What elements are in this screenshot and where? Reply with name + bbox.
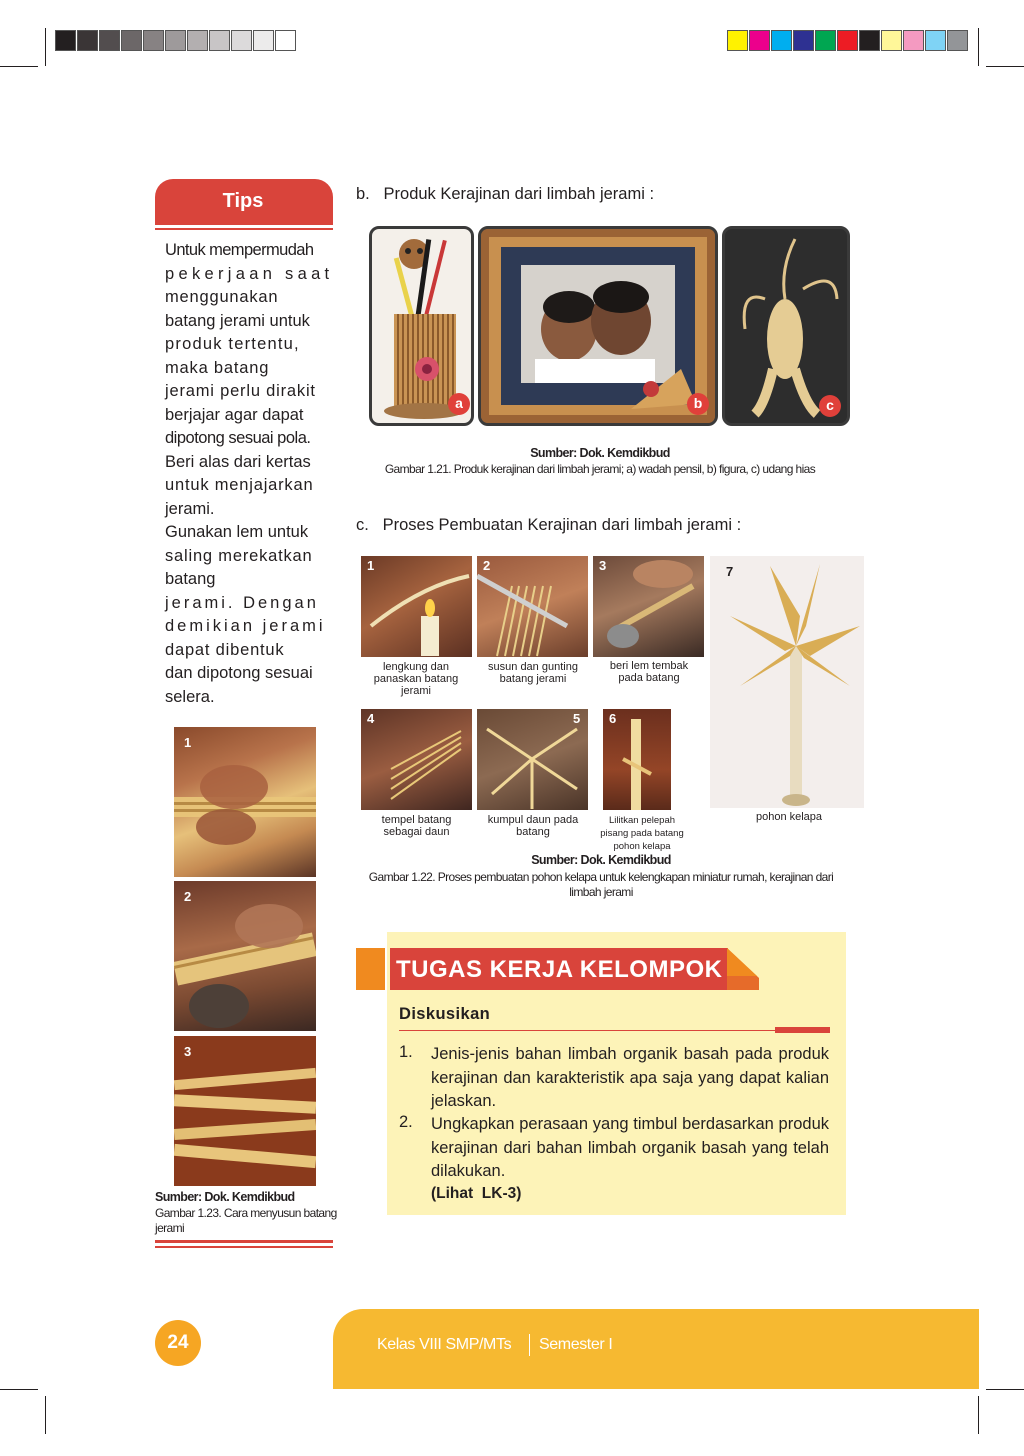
crop-mark: [978, 1396, 979, 1434]
tips-photo-1: [174, 727, 316, 877]
step-number: 2: [483, 558, 491, 573]
tips-footer-rule: [155, 1246, 333, 1248]
crop-mark: [45, 1396, 46, 1434]
figure-1-21-caption: Gambar 1.21. Produk kerajinan dari limbah jerami; a) wadah pensil, b) figura, c) udang hias: [384, 462, 816, 476]
product-badge: b: [687, 393, 709, 415]
figure-1-22-source: Sumber: Dok. Kemdikbud: [531, 853, 671, 867]
product-photo-photo-frame: [478, 226, 718, 426]
tips-photo-3: [174, 1036, 316, 1186]
task-subtitle: Diskusikan: [399, 1005, 491, 1023]
tips-line: selera.: [165, 687, 215, 706]
product-photo-pencil-holder: [369, 226, 474, 426]
step-number: 5: [573, 711, 581, 726]
photo-number: 2: [184, 889, 192, 904]
crop-mark: [986, 1389, 1024, 1390]
step-number: 3: [599, 558, 607, 573]
task-item-text: Ungkapkan perasaan yang timbul berdasarkan produk kerajinan dari bahan limbah organik basah yang telah dilakukan.: [431, 1115, 829, 1180]
tips-line: produk tertentu,: [165, 335, 300, 353]
task-title-banner-tip: [727, 948, 759, 990]
step-number: 1: [367, 558, 375, 573]
step-caption: beri lem tembak pada batang: [609, 660, 689, 684]
crop-mark: [986, 66, 1024, 67]
crop-mark: [978, 28, 979, 66]
crop-mark: [45, 28, 46, 66]
tips-body: [165, 239, 334, 709]
footer-divider: [529, 1334, 530, 1356]
step-number: 6: [609, 711, 617, 726]
task-subtitle-rule-accent: [775, 1027, 830, 1033]
tips-line: batang jerami untuk: [165, 311, 310, 330]
product-badge: a: [448, 393, 470, 415]
task-title-marker: [356, 948, 385, 990]
section-b-heading: b. Produk Kerajinan dari limbah jerami :: [356, 185, 655, 203]
tips-footer-rule: [155, 1240, 333, 1243]
crop-mark: [0, 66, 38, 67]
task-item-text: Jenis-jenis bahan limbah organik basah pada produk kerajinan dan karakteristik apa saja yang dapat kalian jelaskan.: [431, 1045, 829, 1110]
crop-mark: [0, 1389, 38, 1390]
step-caption: tempel batang sebagai daun: [381, 814, 452, 838]
process-photo-6: [603, 709, 671, 810]
process-photo-1: [361, 556, 472, 657]
process-photo-2: [477, 556, 588, 657]
figure-1-21-source: Sumber: Dok. Kemdikbud: [530, 446, 670, 460]
process-photo-3: [593, 556, 704, 657]
process-photo-7-coconut-tree: [710, 556, 864, 808]
tips-header-underline: [155, 228, 333, 230]
task-subtitle-rule: [399, 1030, 775, 1031]
tips-caption: Gambar 1.23. Cara menyusun batang jerami: [155, 1206, 337, 1235]
footer-class-label: Kelas VIII SMP/MTs: [377, 1336, 512, 1353]
tips-line: jerami. Dengan: [165, 593, 319, 612]
tips-line: Beri alas dari kertas: [165, 452, 311, 471]
task-reference: (Lihat LK-3): [431, 1185, 522, 1202]
task-item-number: 1.: [399, 1043, 413, 1061]
step-caption: lengkung dan panaskan batang jerami: [373, 661, 459, 697]
product-badge: c: [819, 395, 841, 417]
tips-line: untuk menjajarkan: [165, 476, 314, 494]
tips-line: maka batang: [165, 358, 270, 377]
tips-line: dipotong sesuai pola.: [165, 429, 311, 447]
tips-line: Untuk mempermudah: [165, 241, 314, 259]
footer-semester-label: Semester I: [539, 1336, 613, 1353]
tips-line: batang: [165, 570, 216, 588]
tips-line: demikian jerami: [165, 617, 326, 635]
tips-photo-2: [174, 881, 316, 1031]
tips-line: jerami.: [165, 499, 215, 518]
task-item-number: 2.: [399, 1113, 413, 1131]
figure-1-22-caption: Gambar 1.22. Proses pembuatan pohon kelapa untuk kelengkapan miniatur rumah, kerajinan dari limbah jerami: [368, 870, 834, 899]
step-caption: Lilitkan pelepah pisang pada batang pohon kelapa: [600, 815, 684, 852]
process-photo-5: [477, 709, 588, 810]
tips-title: Tips: [222, 190, 264, 212]
step-number: 7: [726, 564, 734, 579]
tips-line: dan dipotong sesuai: [165, 664, 313, 682]
process-photo-4: [361, 709, 472, 810]
task-title: TUGAS KERJA KELOMPOK: [396, 956, 723, 983]
tips-line: menggunakan: [165, 288, 279, 306]
step-number: 4: [367, 711, 375, 726]
tips-line: Gunakan lem untuk: [165, 523, 309, 541]
step-caption: susun dan gunting batang jerami: [488, 661, 578, 685]
step-caption: kumpul daun pada batang: [487, 814, 579, 838]
tips-line: saling merekatkan: [165, 546, 313, 565]
tips-line: dapat dibentuk: [165, 640, 285, 659]
product-photo-decorative-shrimp: [722, 226, 850, 426]
tips-line: berjajar agar dapat: [165, 405, 304, 424]
photo-number: 3: [184, 1044, 192, 1059]
page-number: 24: [167, 1332, 189, 1353]
tips-source: Sumber: Dok. Kemdikbud: [155, 1190, 295, 1204]
section-c-heading: c. Proses Pembuatan Kerajinan dari limbah jerami :: [356, 516, 742, 534]
photo-number: 1: [184, 735, 192, 750]
tips-line: pekerjaan saat: [165, 264, 334, 283]
step-caption: pohon kelapa: [755, 811, 823, 823]
tips-line: jerami perlu dirakit: [165, 382, 316, 400]
